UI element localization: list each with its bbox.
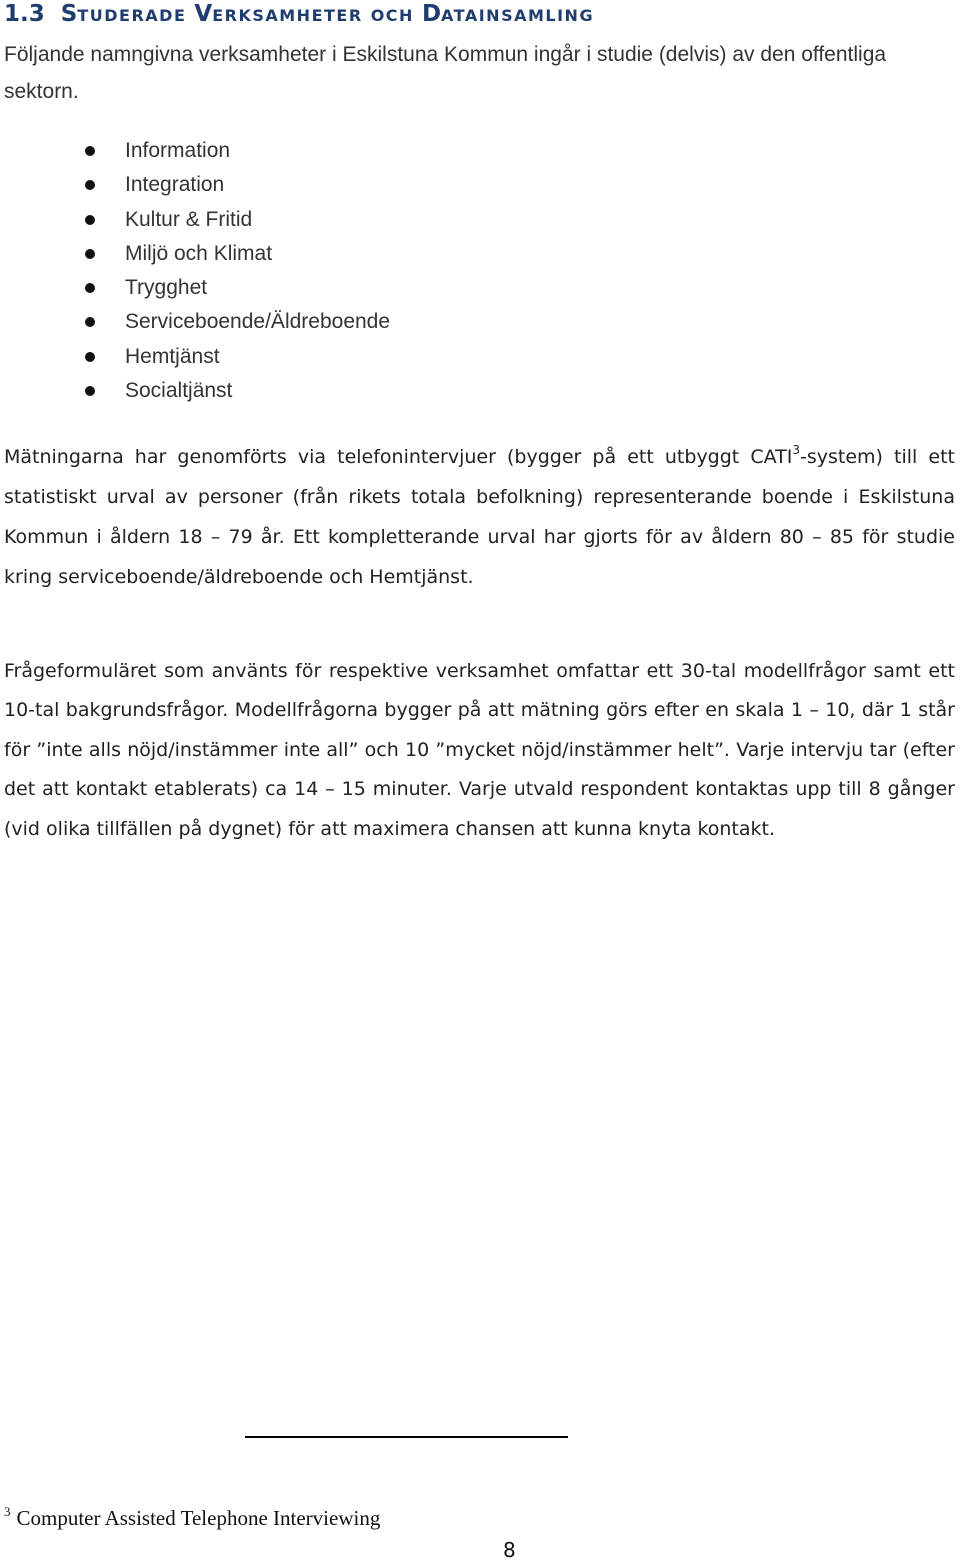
list-item: Trygghet (0, 271, 390, 305)
heading-word-3: OCH (370, 6, 414, 25)
heading-word-4: DATAINSAMLING (421, 1, 595, 27)
footnote-text: Computer Assisted Telephone Interviewing (16, 1506, 381, 1530)
list-item: Hemtjänst (0, 340, 390, 374)
section-heading (4, 0, 594, 30)
footnote (4, 1506, 380, 1531)
list-item: Socialtjänst (0, 374, 390, 408)
bullet-icon (85, 386, 95, 396)
list-item: Information (0, 134, 390, 168)
method-paragraph: Mätningarna har genomförts via telefonintervjuer (bygger på ett utbyggt CATI$^3$-system) till ett statistiskt urval av personer (från rikets totala befolkning) representerande boende i Eskilstuna Kommun i åldern 18 – 79 år. Ett kompletterande urval har gjorts för av åldern 80 – 85 för studie kring serviceboende/äldreboende och Hemtjänst. (4, 443, 955, 588)
heading-word-2: VERKSAMHETER (194, 1, 363, 27)
bullet-icon (85, 180, 95, 190)
list-item: Integration (0, 168, 390, 202)
footnote-separator (245, 1436, 568, 1438)
section-number: 1.3 (4, 1, 45, 27)
footnote-marker: 3 (4, 1504, 11, 1519)
intro-paragraph: Följande namngivna verksamheter i Eskilstuna Kommun ingår i studie (delvis) av den offentliga sektorn. (4, 43, 887, 103)
bullet-icon (85, 249, 95, 259)
bullet-icon (85, 215, 95, 225)
list-item: Kultur & Fritid (0, 203, 390, 237)
footnote-reference[interactable]: 3 (792, 443, 800, 457)
list-item: Serviceboende/Äldreboende (0, 305, 390, 339)
page-number: 8 (503, 1538, 516, 1562)
heading-word-1: STUDERADE (60, 1, 187, 27)
bullet-icon (85, 283, 95, 293)
bullet-icon (85, 146, 95, 156)
bullet-icon (85, 317, 95, 327)
bullet-icon (85, 352, 95, 362)
list-item: Miljö och Klimat (0, 237, 390, 271)
bullet-list (0, 134, 390, 408)
questionnaire-paragraph: Frågeformuläret som använts för respektive verksamhet omfattar ett 30-tal modellfrågor samt ett 10-tal bakgrundsfrågor. Modellfrågorna bygger på att mätning görs efter en skala 1 – 10, där 1 står för ”inte alls nöjd/instämmer inte all” och 10 ”mycket nöjd/instämmer helt”. Varje intervju tar (efter det att kontakt etablerats) ca 14 – 15 minuter. Varje utvald respondent kontaktas upp till 8 gånger (vid olika tillfällen på dygnet) för att maximera chansen att kunna knyta kontakt. (4, 660, 955, 840)
